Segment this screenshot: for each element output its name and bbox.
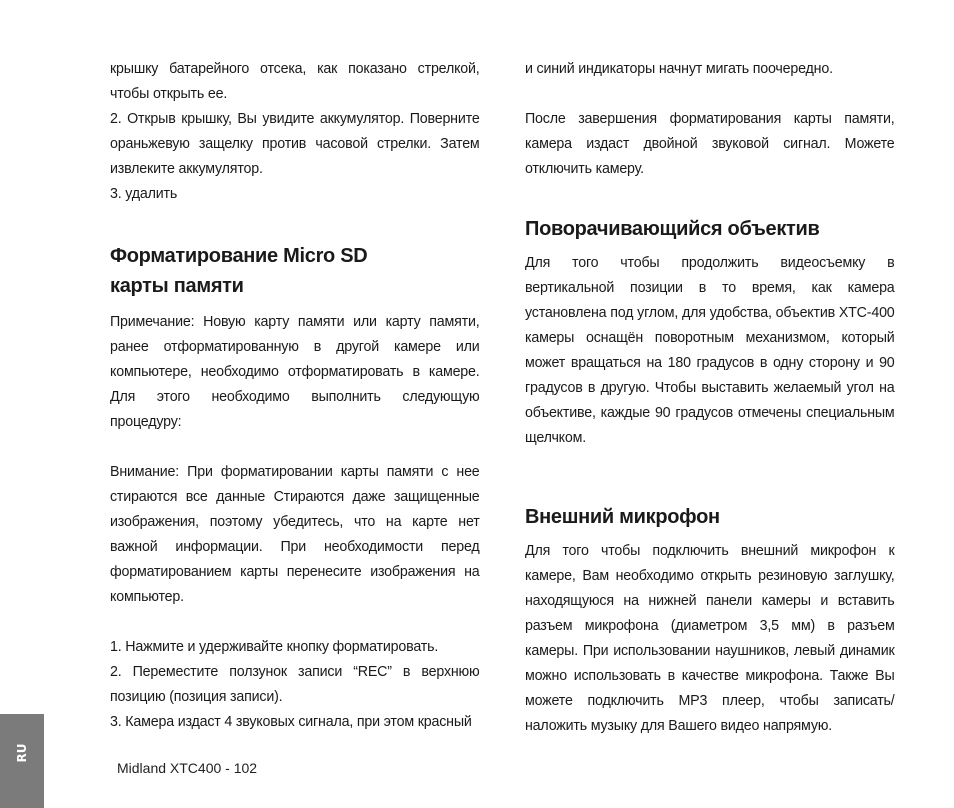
paragraph-external-mic: Для того чтобы подключить внешний микрофон к камере, Вам необходимо открыть резиновую заглушку, находящуюся на нижней панели камеры и вставить разъем микрофона (диаметром 3,5 мм) в разъем камеры. При использовании наушников, левый динамик можно использовать в качестве микрофона. Также Вы можете подключить MP3 плеер, чтобы записать/наложить музыку для Вашего видео напрямую. xyxy=(525,542,895,734)
right-column xyxy=(525,56,895,738)
page-footer: Midland XTC400 - 102 xyxy=(117,760,258,776)
paragraph-step-open-cover: 2. Открыв крышку, Вы увидите аккумулятор. Поверните ораньжевую защелку против часовой стрелки. Затем извлеките аккумулятор. xyxy=(110,110,480,177)
paragraph-battery-cover: крышку батарейного отсека, как показано стрелкой, чтобы открыть ее. xyxy=(110,60,480,102)
left-column xyxy=(110,56,480,734)
paragraph-indicators: и синий индикаторы начнут мигать поочередно. xyxy=(525,60,833,77)
paragraph-warning: Внимание: При форматировании карты памяти с нее стираются все данные Стираются даже защищенные изображения, поэтому убедитесь, что на карте нет важной информации. При необходимости перед форматированием карты перенесите изображения на компьютер. xyxy=(110,463,480,605)
heading-format-microsd: Форматирование Micro SD карты памяти xyxy=(110,245,368,297)
paragraph-step-2: 2. Переместите ползунок записи “REC” в верхнюю позицию (позиция записи). xyxy=(110,663,480,705)
paragraph-format-complete: После завершения форматирования карты памяти, камера издаст двойной звуковой сигнал. Можете отключить камеру. xyxy=(525,110,895,177)
language-tab-label: RU xyxy=(15,743,29,763)
paragraph-rotating-lens: Для того чтобы продолжить видеосъемку в вертикальной позиции в то время, как камера установлена под углом, для удобства, объектив XTC-400 камеры оснащён поворотным механизмом, который может вращаться на 180 градусов в одну сторону и 90 градусов в другую. Чтобы выставить желаемый угол на объективе, каждые 90 градусов отмечены специальным щелчком. xyxy=(525,254,895,446)
heading-external-mic: Внешний микрофон xyxy=(525,506,720,528)
paragraph-note: Примечание: Новую карту памяти или карту памяти, ранее отформатированную в другой камере или компьютере, необходимо отформатировать в камере. Для этого необходимо выполнить следующую процедуру: xyxy=(110,313,480,430)
heading-rotating-lens: Поворачивающийся объектив xyxy=(525,218,820,240)
paragraph-step-remove: 3. удалить xyxy=(110,185,178,202)
language-tab xyxy=(0,714,44,808)
paragraph-step-1: 1. Нажмите и удерживайте кнопку форматировать. xyxy=(110,638,439,655)
paragraph-step-3: 3. Камера издаст 4 звуковых сигнала, при этом красный xyxy=(110,713,472,730)
